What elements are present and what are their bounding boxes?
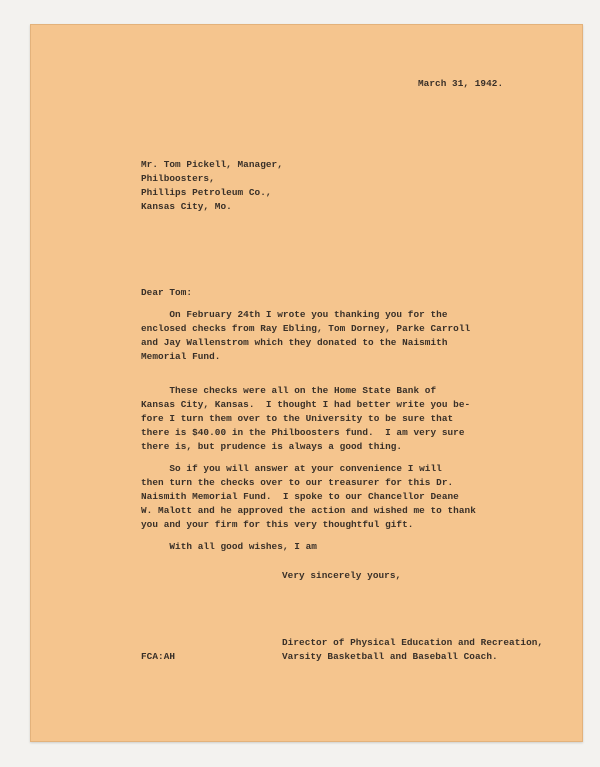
- paragraph-line: enclosed checks from Ray Ebling, Tom Dorney, Parke Carroll: [141, 323, 471, 334]
- paragraph-line: On February 24th I wrote you thanking you for the: [141, 309, 448, 320]
- paragraph-line: So if you will answer at your convenience I will: [141, 463, 442, 474]
- signature-title-line: Director of Physical Education and Recreation,: [282, 637, 544, 648]
- letter-date: March 31, 1942.: [418, 78, 504, 89]
- signature-title-line: Varsity Basketball and Baseball Coach.: [282, 651, 498, 662]
- address-line: Mr. Tom Pickell, Manager,: [141, 159, 283, 170]
- paragraph-line: W. Malott and he approved the action and wished me to thank: [141, 505, 476, 516]
- paragraph-line: These checks were all on the Home State Bank of: [141, 385, 437, 396]
- address-line: Philboosters,: [141, 173, 215, 184]
- paragraph-line: and Jay Wallenstrom which they donated to the Naismith: [141, 337, 448, 348]
- paragraph-line: there is, but prudence is always a good thing.: [141, 441, 403, 452]
- paragraph-line: you and your firm for this very thoughtful gift.: [141, 519, 414, 530]
- address-line: Phillips Petroleum Co.,: [141, 187, 272, 198]
- paragraph-line: Kansas City, Kansas. I thought I had better write you be-: [141, 399, 471, 410]
- typist-initials: FCA:AH: [141, 651, 176, 662]
- salutation: Dear Tom:: [141, 287, 193, 298]
- address-line: Kansas City, Mo.: [141, 201, 232, 212]
- paragraph-line: With all good wishes, I am: [141, 541, 317, 552]
- paragraph-line: then turn the checks over to our treasurer for this Dr.: [141, 477, 454, 488]
- letter-page: [30, 24, 583, 742]
- closing: Very sincerely yours,: [282, 570, 402, 581]
- paragraph-line: there is $40.00 in the Philboosters fund. I am very sure: [141, 427, 465, 438]
- paragraph-line: fore I turn them over to the University to be sure that: [141, 413, 454, 424]
- paragraph-line: Naismith Memorial Fund. I spoke to our Chancellor Deane: [141, 491, 459, 502]
- paragraph-line: Memorial Fund.: [141, 351, 221, 362]
